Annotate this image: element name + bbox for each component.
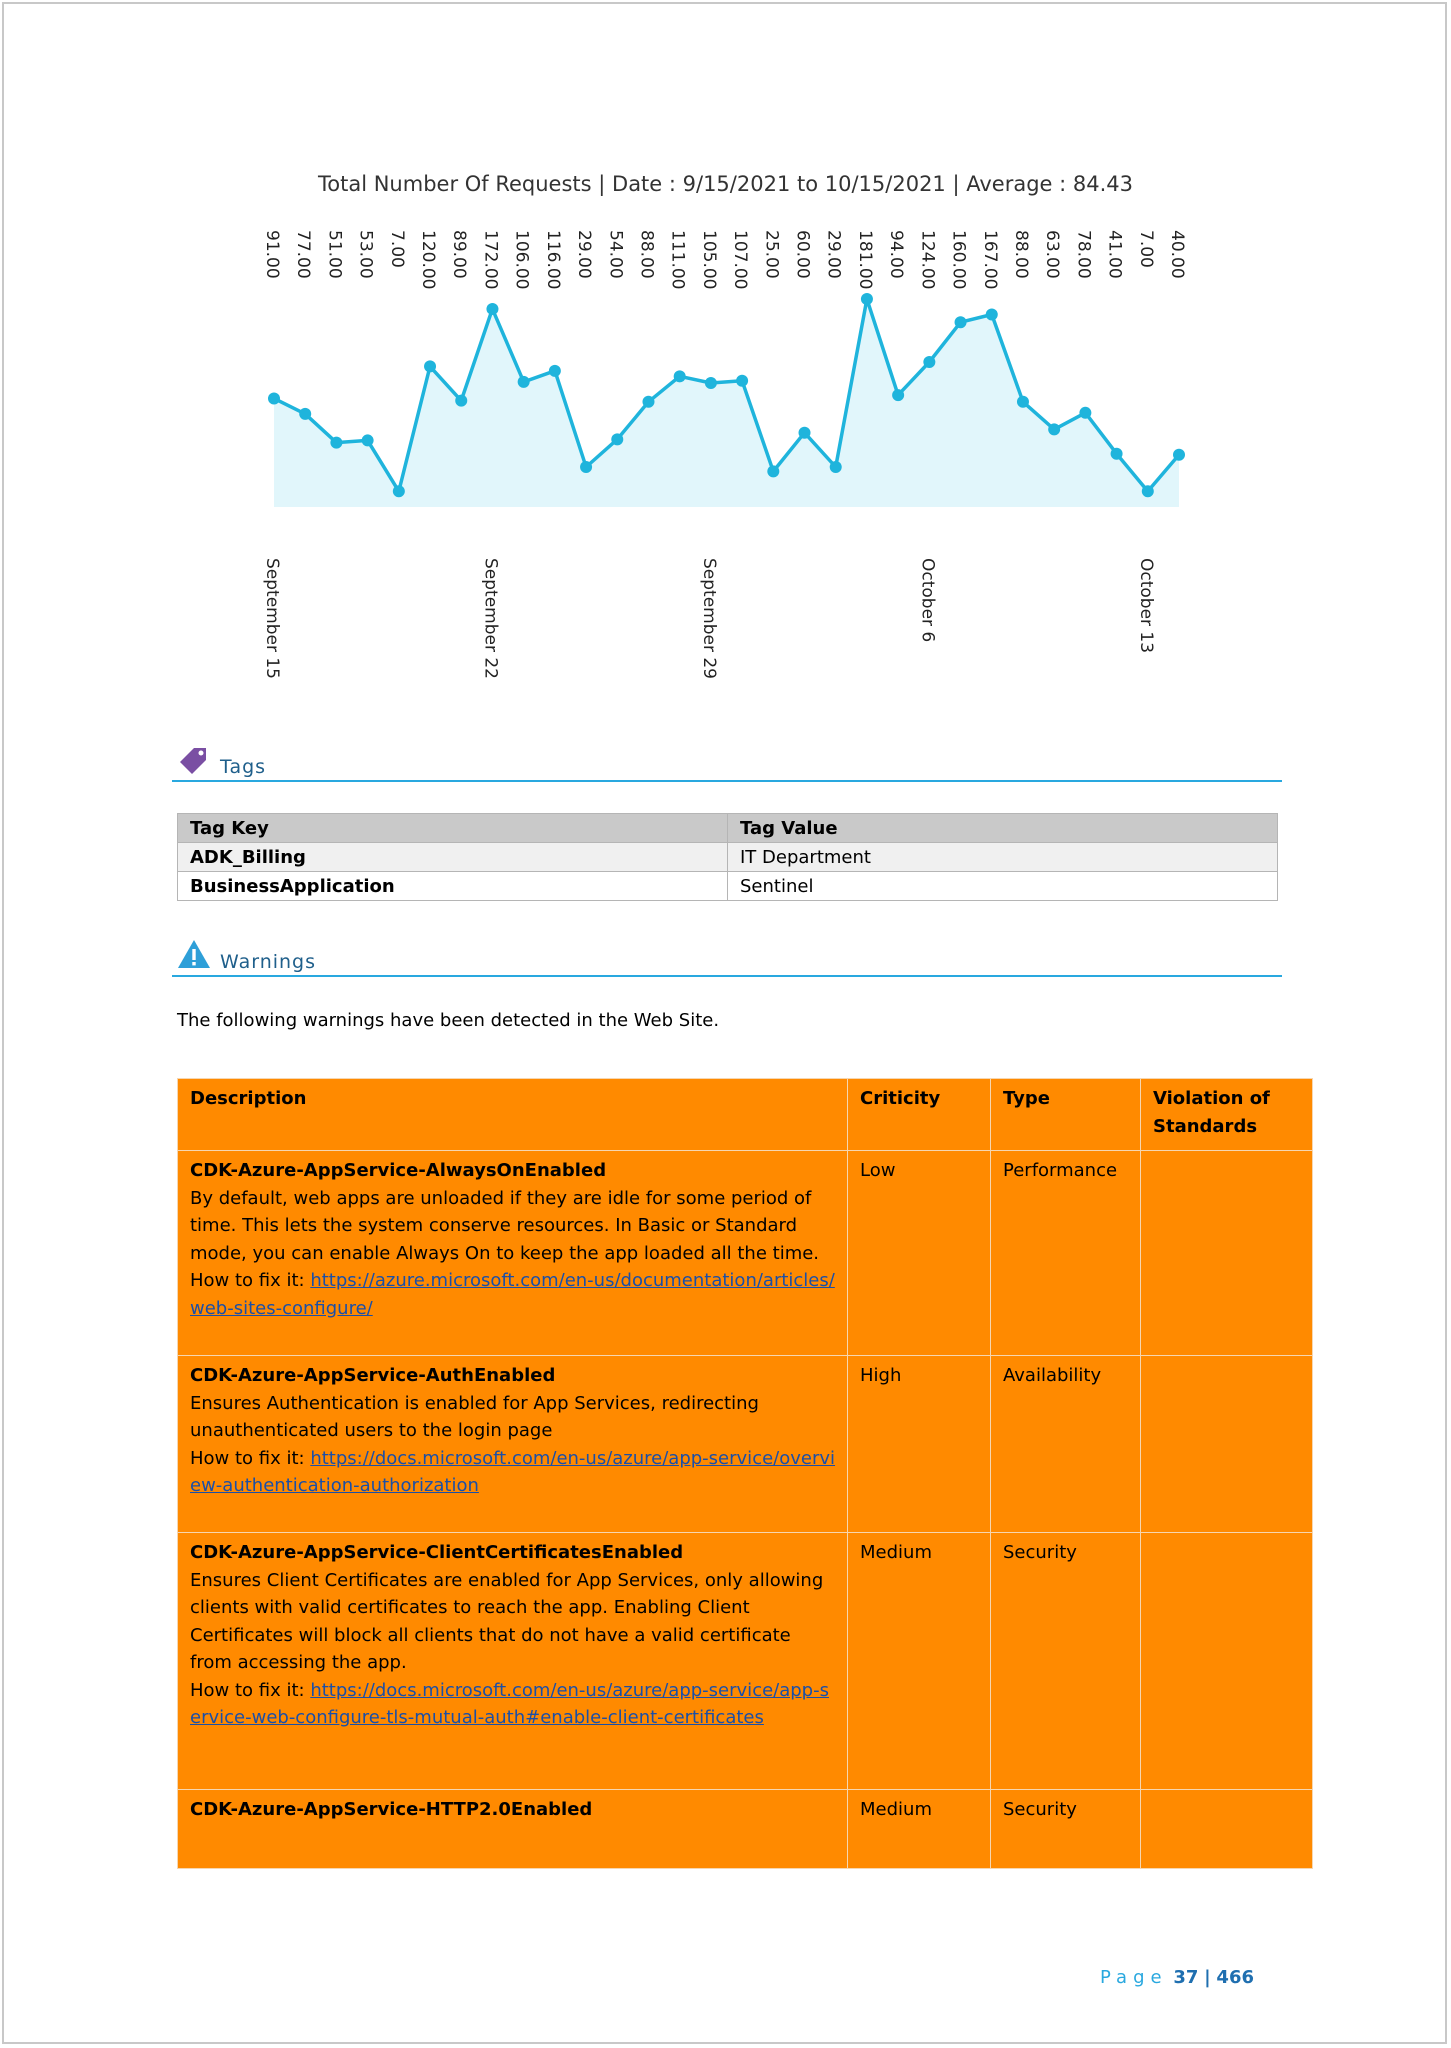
tag-value: IT Department — [728, 843, 1278, 872]
tag-key-header: Tag Key — [178, 814, 728, 843]
warning-text: Ensures Client Certificates are enabled for App Services, only allowing clients with valid certificates to reach the app. Enabling Client Certificates will block all clients that do not have a valid certificate from accessing the app. — [190, 1569, 824, 1673]
page-separator: | — [1204, 1967, 1211, 1988]
data-point — [486, 303, 498, 315]
criticity-cell: Low — [848, 1151, 991, 1356]
data-point — [268, 392, 280, 404]
data-point — [299, 408, 311, 420]
fix-prefix: How to fix it: — [190, 1270, 311, 1291]
value-label: 105.00 — [698, 230, 719, 290]
tag-icon — [176, 742, 212, 776]
tags-header-row — [178, 814, 1278, 843]
value-label: 120.00 — [418, 230, 439, 290]
type-cell: Performance — [991, 1151, 1141, 1356]
area-fill — [274, 299, 1179, 507]
fix-link[interactable]: https://azure.microsoft.com/en-us/documentation/articles/web-sites-configure/ — [190, 1270, 835, 1319]
criticity-header: Criticity — [848, 1079, 991, 1151]
value-label: 41.00 — [1104, 230, 1125, 279]
data-point — [955, 316, 967, 328]
warnings-heading: Warnings — [220, 951, 317, 973]
data-point — [1048, 423, 1060, 435]
warning-title: CDK-Azure-AppService-ClientCertificatesEnabled — [190, 1542, 684, 1563]
table-row — [178, 1151, 1313, 1356]
value-label: 7.00 — [1135, 230, 1156, 268]
value-label: 181.00 — [854, 230, 875, 290]
warning-description — [178, 1533, 848, 1790]
warning-text: By default, web apps are unloaded if they are idle for some period of time. This lets the system conserve resources. In Basic or Standard mode, you can enable Always On to keep the app loaded all the time. — [190, 1187, 820, 1264]
violation-header: Violation of Standards — [1141, 1079, 1313, 1151]
table-row — [178, 1356, 1313, 1533]
data-point — [580, 461, 592, 473]
value-label: 91.00 — [262, 230, 282, 279]
value-label: 53.00 — [355, 230, 376, 279]
x-tick-label: October 13 — [1135, 558, 1156, 654]
fix-prefix: How to fix it: — [190, 1447, 311, 1469]
data-point — [1142, 485, 1154, 497]
type-cell: Availability — [991, 1356, 1141, 1533]
data-point — [393, 485, 405, 497]
data-point — [767, 465, 779, 477]
data-point — [736, 375, 748, 387]
data-point — [1017, 396, 1029, 408]
value-label: 89.00 — [449, 230, 470, 279]
data-point — [1079, 407, 1091, 419]
value-label: 40.00 — [1167, 230, 1187, 279]
value-label: 106.00 — [511, 230, 532, 290]
how-to-fix — [190, 1677, 835, 1732]
data-point — [830, 461, 842, 473]
value-label: 54.00 — [605, 230, 626, 279]
table-row — [178, 1790, 1313, 1869]
data-point — [892, 389, 904, 401]
table-row — [178, 1533, 1313, 1790]
data-point — [986, 308, 998, 320]
data-point — [424, 360, 436, 372]
criticity-cell: Medium — [848, 1533, 991, 1790]
fix-prefix: How to fix it: — [190, 1679, 311, 1701]
tags-table — [177, 813, 1278, 901]
violation-cell — [1141, 1790, 1313, 1869]
warnings-header-row — [178, 1079, 1313, 1151]
value-label: 7.00 — [386, 230, 407, 268]
warning-description — [178, 1790, 848, 1869]
data-point — [1173, 449, 1185, 461]
value-label: 107.00 — [730, 230, 751, 290]
warnings-section-header — [172, 935, 1282, 977]
tag-value-header: Tag Value — [728, 814, 1278, 843]
type-cell: Security — [991, 1533, 1141, 1790]
table-row — [178, 872, 1278, 901]
warning-title: CDK-Azure-AppService-HTTP2.0Enabled — [190, 1799, 593, 1820]
warnings-intro: The following warnings have been detected in the Web Site. — [177, 1010, 720, 1031]
data-point — [642, 396, 654, 408]
chart-title: Total Number Of Requests | Date : 9/15/2021 to 10/15/2021 | Average : 84.43 — [318, 172, 1133, 196]
value-label: 172.00 — [480, 230, 501, 290]
warning-title: CDK-Azure-AppService-AlwaysOnEnabled — [190, 1160, 607, 1181]
x-tick-label: October 6 — [917, 558, 938, 643]
violation-cell — [1141, 1356, 1313, 1533]
warning-description — [178, 1356, 848, 1533]
x-tick-label: September 15 — [262, 558, 282, 680]
page-number: 37 — [1173, 1967, 1199, 1988]
value-label: 88.00 — [636, 230, 657, 279]
data-point — [611, 433, 623, 445]
data-point — [923, 356, 935, 368]
requests-area-chart — [0, 0, 1451, 700]
value-label: 29.00 — [823, 230, 844, 279]
value-label: 63.00 — [1042, 230, 1063, 279]
type-header: Type — [991, 1079, 1141, 1151]
total-pages: 466 — [1216, 1967, 1254, 1988]
criticity-cell: Medium — [848, 1790, 991, 1869]
value-label: 60.00 — [792, 230, 813, 279]
data-point — [455, 395, 467, 407]
data-point — [705, 377, 717, 389]
value-label: 25.00 — [761, 230, 782, 279]
tag-key: BusinessApplication — [178, 872, 728, 901]
fix-link[interactable]: https://docs.microsoft.com/en-us/azure/app-service/app-service-web-configure-tls-mutual-auth#enable-client-certificates — [190, 1679, 829, 1728]
tags-heading: Tags — [220, 756, 267, 778]
value-label: 124.00 — [917, 230, 938, 290]
violation-cell — [1141, 1533, 1313, 1790]
tags-section-header — [172, 740, 1282, 782]
violation-cell — [1141, 1151, 1313, 1356]
page-word: Page — [1100, 1967, 1168, 1988]
data-point — [549, 365, 561, 377]
data-point — [799, 427, 811, 439]
tag-value: Sentinel — [728, 872, 1278, 901]
x-tick-label: September 29 — [698, 558, 719, 680]
value-label: 160.00 — [948, 230, 969, 290]
table-row — [178, 843, 1278, 872]
x-tick-label: September 22 — [480, 558, 501, 680]
value-label: 88.00 — [1010, 230, 1031, 279]
page-footer — [1100, 1967, 1254, 1988]
value-label: 94.00 — [886, 230, 907, 279]
tag-key: ADK_Billing — [178, 843, 728, 872]
data-point — [518, 376, 530, 388]
value-label: 167.00 — [979, 230, 1000, 290]
data-point — [330, 437, 342, 449]
value-label: 29.00 — [574, 230, 595, 279]
value-label: 51.00 — [324, 230, 345, 279]
warning-title: CDK-Azure-AppService-AuthEnabled — [190, 1365, 556, 1386]
how-to-fix — [190, 1267, 835, 1322]
data-point — [674, 370, 686, 382]
description-header: Description — [178, 1079, 848, 1151]
warning-description — [178, 1151, 848, 1356]
how-to-fix — [190, 1445, 835, 1500]
warning-icon — [176, 937, 212, 971]
value-label: 78.00 — [1073, 230, 1094, 279]
warnings-table — [177, 1078, 1313, 1869]
data-point — [861, 293, 873, 305]
warning-text: Ensures Authentication is enabled for App Services, redirecting unauthenticated users to the login page — [190, 1392, 759, 1441]
value-label: 111.00 — [667, 230, 688, 290]
fix-link[interactable]: https://docs.microsoft.com/en-us/azure/app-service/overview-authentication-authorization — [190, 1447, 836, 1496]
criticity-cell: High — [848, 1356, 991, 1533]
type-cell: Security — [991, 1790, 1141, 1869]
value-label: 77.00 — [293, 230, 314, 279]
data-point — [1111, 448, 1123, 460]
data-point — [362, 434, 374, 446]
value-label: 116.00 — [542, 230, 563, 290]
